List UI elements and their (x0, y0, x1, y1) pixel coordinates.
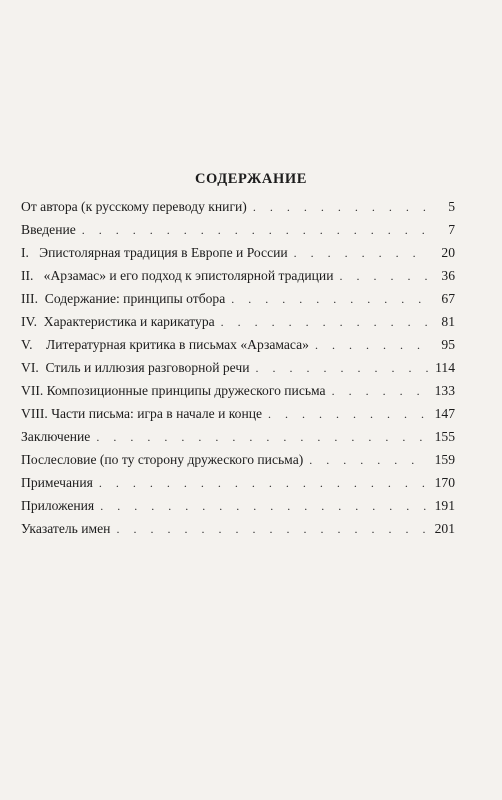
toc-entry-title: III. Содержание: принципы отбора (21, 291, 226, 306)
toc-entry-page: 67 (441, 291, 455, 306)
dot-leader (333, 265, 429, 288)
toc-entry (21, 310, 455, 333)
dot-leader (247, 196, 429, 219)
toc-entry (21, 448, 455, 471)
toc-entry-page: 36 (441, 268, 455, 283)
dot-leader (303, 449, 429, 472)
dot-leader (326, 380, 429, 403)
toc-entry-page: 201 (434, 521, 455, 536)
toc-entry (21, 471, 455, 494)
toc-entry-title: От автора (к русскому переводу книги) (21, 199, 247, 214)
toc-entry-page: 159 (434, 452, 455, 467)
toc-entry (21, 517, 455, 540)
toc-entry-page: 5 (448, 199, 455, 214)
dot-leader (225, 288, 429, 311)
toc-entry-page: 170 (434, 475, 455, 490)
toc-entry-page: 147 (434, 406, 455, 421)
toc-entry-title: VI. Стиль и иллюзия разговорной речи (21, 360, 250, 375)
toc-entry-title: II. «Арзамас» и его подход к эпистолярной традиции (21, 268, 334, 283)
toc-entry-page: 155 (434, 429, 455, 444)
dot-leader (262, 403, 429, 426)
toc-entry-title: Заключение (21, 429, 91, 444)
contents-heading: СОДЕРЖАНИЕ (194, 171, 308, 187)
toc-entry (21, 218, 455, 241)
dot-leader (288, 242, 429, 265)
dot-leader (94, 495, 429, 518)
toc-entry-title: V. Литературная критика в письмах «Арзамаса» (21, 337, 309, 352)
toc-entry (21, 264, 455, 287)
toc-entry-page: 20 (441, 245, 455, 260)
toc-entry-page: 95 (441, 337, 455, 352)
dot-leader (90, 426, 429, 449)
toc-entry (21, 356, 455, 379)
toc-entry-title: Указатель имен (21, 521, 111, 536)
toc-entry-title: I. Эпистолярная традиция в Европе и России (21, 245, 288, 260)
toc-entry-title: VIII. Части письма: игра в начале и конце (21, 406, 263, 421)
toc-entry (21, 241, 455, 264)
dot-leader (76, 219, 429, 242)
toc-entry-page: 7 (448, 222, 455, 237)
toc-entry-page: 191 (434, 498, 455, 513)
toc-entry-page: 114 (435, 360, 455, 375)
dot-leader (93, 472, 429, 495)
table-of-contents (21, 195, 455, 540)
toc-entry (21, 402, 455, 425)
toc-entry-title: Приложения (21, 498, 95, 513)
toc-entry (21, 379, 455, 402)
toc-entry-title: VII. Композиционные принципы дружеского письма (21, 383, 326, 398)
toc-entry-title: Примечания (21, 475, 93, 490)
toc-entry-page: 133 (434, 383, 455, 398)
dot-leader (309, 334, 429, 357)
toc-entry-page: 81 (441, 314, 455, 329)
toc-entry (21, 287, 455, 310)
dot-leader (110, 518, 429, 541)
toc-entry-title: Послесловие (по ту сторону дружеского письма) (21, 452, 304, 467)
toc-entry (21, 425, 455, 448)
dot-leader (215, 311, 429, 334)
toc-entry (21, 494, 455, 517)
toc-entry-title: Введение (21, 222, 76, 237)
toc-entry (21, 333, 455, 356)
dot-leader (250, 357, 430, 380)
toc-entry-title: IV. Характеристика и карикатура (21, 314, 215, 329)
toc-entry (21, 195, 455, 218)
